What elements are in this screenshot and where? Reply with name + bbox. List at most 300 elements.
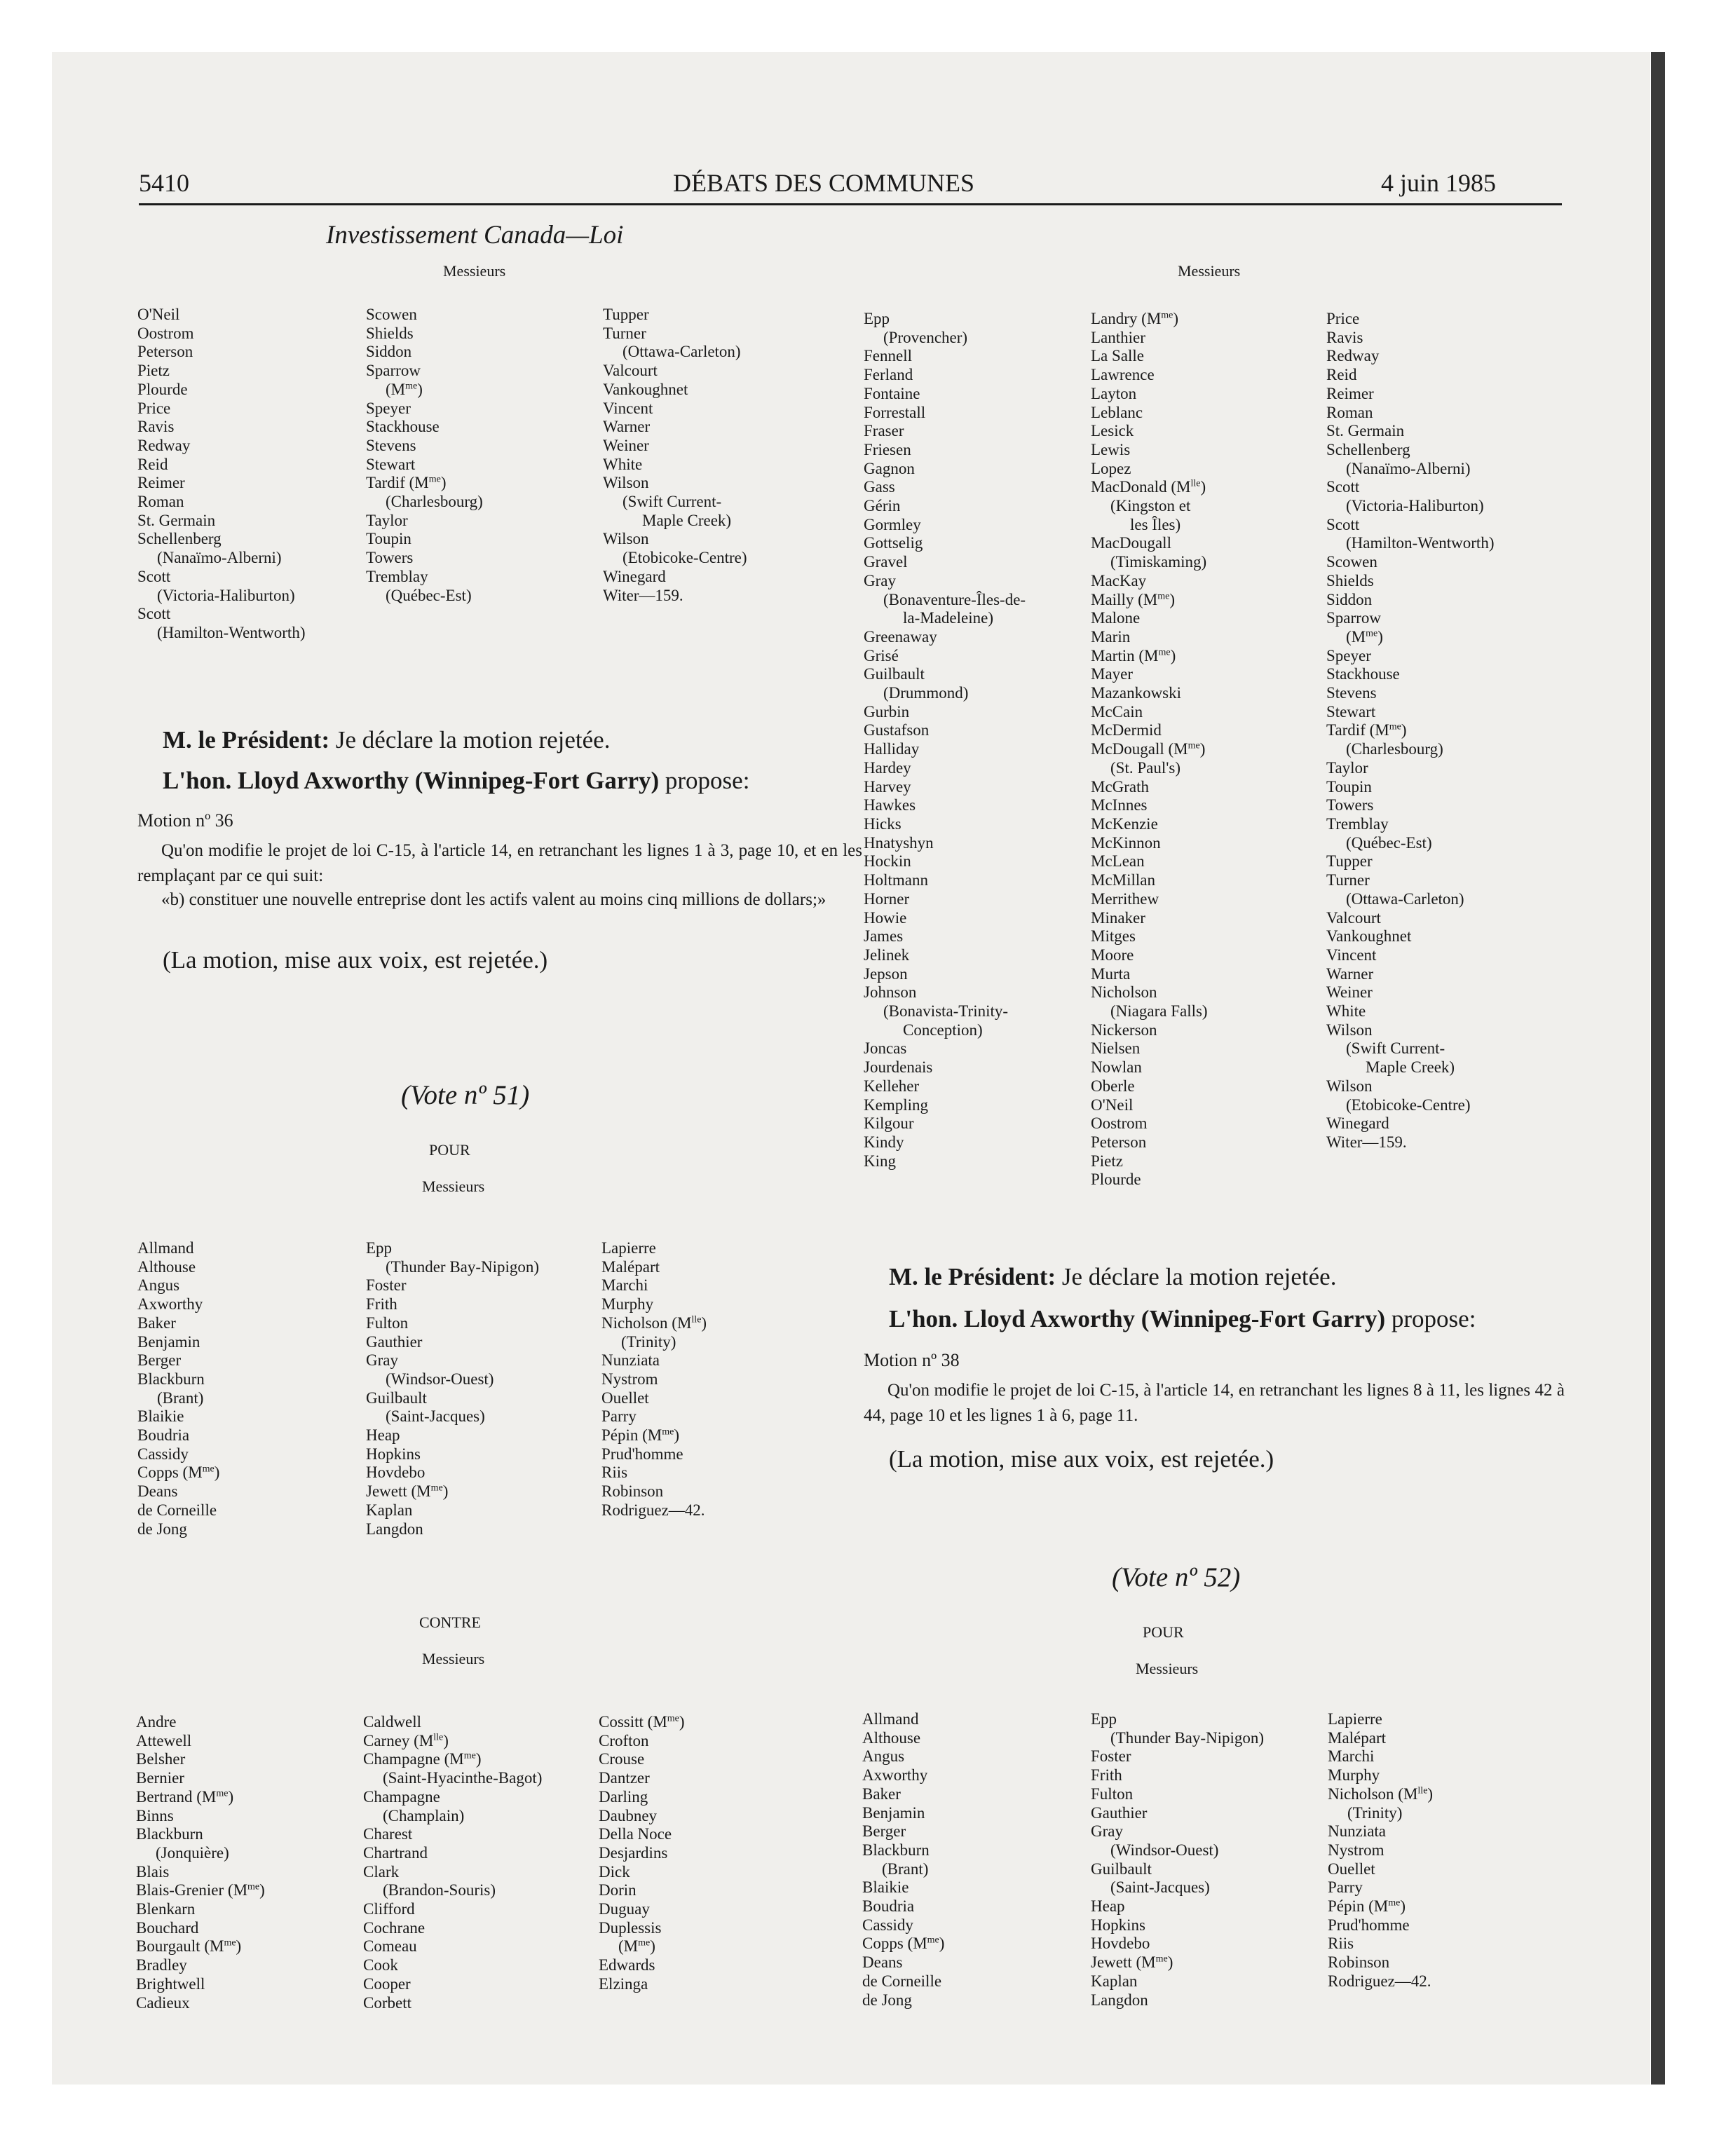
member-name: Warner (603, 418, 651, 436)
member-name: Horner (864, 889, 910, 908)
member-name: Winegard (1326, 1114, 1389, 1133)
member-name: la-Madeleine) (903, 609, 993, 627)
motion-text: Qu'on modifie le projet de loi C-15, à l'article 14, en retranchant les lignes 1 à 3, page 10, et en les remplaçant par ce qui suit: (137, 841, 862, 885)
member-name: Hardey (864, 758, 911, 777)
member-name: Cassidy (862, 1916, 913, 1934)
member-name: Rodriguez—42. (1328, 1972, 1431, 1990)
member-name: Murta (1091, 964, 1131, 983)
member-name: Warner (1326, 964, 1374, 983)
member-name: Mitges (1091, 927, 1136, 946)
member-name: Peterson (1091, 1133, 1147, 1151)
member-name: (Ottawa-Carleton) (1346, 889, 1464, 908)
member-name: James (864, 927, 904, 946)
member-name: Gray (864, 571, 896, 589)
member-name: Corbett (363, 1993, 411, 2012)
member-name: Witer—159. (603, 586, 683, 604)
member-name: Dorin (599, 1881, 637, 1899)
member-name: Wilson (1326, 1021, 1373, 1039)
member-name: Toupin (1326, 777, 1372, 796)
member-name: Axworthy (862, 1766, 928, 1785)
member-name: Lopez (1091, 459, 1131, 477)
member-name: (Charlesbourg) (386, 493, 483, 511)
member-name: Blais-Grenier $(M^{me})$ (136, 1881, 265, 1899)
name-list (363, 1713, 542, 2012)
member-name: Ravis (1326, 328, 1363, 346)
member-name: Shields (366, 324, 414, 342)
member-name: Parry (601, 1407, 637, 1426)
member-name: Berger (862, 1822, 906, 1841)
member-name: Epp (366, 1239, 393, 1257)
section-title: Investissement Canada—Loi (326, 221, 624, 250)
member-name: Roman (137, 493, 184, 511)
member-name: Tupper (603, 306, 649, 323)
member-name: Weiner (603, 436, 649, 454)
member-name: Plourde (1091, 1171, 1141, 1189)
name-list (862, 1710, 944, 2010)
member-name: Vincent (1326, 946, 1377, 964)
mover-label: L'hon. Lloyd Axworthy (Winnipeg-Fort Garry) (163, 767, 660, 794)
member-name: MacDonald $(M^{lle})$ (1091, 478, 1206, 496)
member-name: Kaplan (366, 1501, 413, 1519)
member-name: (St. Paul's) (1110, 758, 1181, 777)
member-name: Duplessis (599, 1918, 662, 1937)
member-name: Scott (1326, 478, 1360, 496)
member-name: Nicholson (1091, 983, 1157, 1002)
member-name: Gustafson (864, 721, 930, 739)
member-name: Siddon (366, 343, 412, 361)
member-name: (Québec-Est) (1346, 833, 1432, 852)
member-name: Gormley (864, 515, 921, 533)
member-name: Lapierre (1328, 1710, 1382, 1728)
member-name: (Brandon-Souris) (383, 1881, 496, 1899)
member-name: (Victoria-Haliburton) (1346, 497, 1484, 515)
member-name: Hawkes (864, 796, 916, 814)
member-name: Jourdenais (864, 1058, 933, 1077)
member-name: Redway (1326, 347, 1380, 365)
member-name: McKenzie (1091, 814, 1158, 833)
member-name: de Jong (862, 1991, 912, 2009)
member-name: Baker (137, 1314, 176, 1332)
member-name: O'Neil (1091, 1096, 1134, 1114)
member-name: Heap (1091, 1897, 1125, 1916)
member-name: Lanthier (1091, 328, 1145, 346)
member-name: Gray (366, 1351, 398, 1370)
member-name: Cooper (363, 1974, 411, 1993)
member-name: Conception) (903, 1021, 983, 1039)
member-name: Prud'homme (601, 1445, 683, 1463)
member-name: (Etobicoke-Centre) (1346, 1096, 1471, 1114)
member-name: Cochrane (363, 1918, 426, 1937)
member-name: Mazankowski (1091, 684, 1182, 702)
member-name: McDougall $(M^{me})$ (1091, 740, 1206, 758)
member-name: Blaikie (137, 1407, 184, 1426)
member-name: (Jonquière) (156, 1843, 229, 1862)
member-name: Copps $(M^{me})$ (862, 1935, 945, 1953)
member-name: de Corneille (862, 1972, 942, 1990)
member-name: Heap (366, 1426, 400, 1445)
member-name: Nystrom (601, 1370, 658, 1388)
speaker-line (889, 1263, 1336, 1291)
vote-title: (Vote nº 52) (1112, 1562, 1241, 1592)
member-name: Reimer (137, 474, 185, 492)
member-name: Reimer (1326, 384, 1374, 402)
member-name: Scowen (1326, 553, 1377, 571)
name-list (1091, 310, 1208, 1189)
member-name: $(M^{me})$ (386, 380, 423, 398)
member-name: Blais (136, 1862, 170, 1881)
member-name: King (864, 1152, 896, 1170)
member-name: Shields (1326, 571, 1374, 589)
speaker-text: Je déclare la motion rejetée. (335, 726, 611, 753)
name-list (603, 306, 747, 605)
member-name: de Jong (137, 1520, 187, 1538)
member-name: Mailly $(M^{me})$ (1091, 590, 1175, 608)
mover-text: propose: (665, 767, 750, 794)
member-name: MacKay (1091, 571, 1147, 589)
member-name: Oberle (1091, 1077, 1135, 1095)
member-name: O'Neil (137, 306, 180, 323)
member-name: Scott (1326, 515, 1360, 533)
member-name: Gass (864, 478, 895, 496)
member-name: Blackburn (862, 1841, 930, 1859)
member-name: (Hamilton-Wentworth) (1346, 534, 1495, 552)
member-name: (Drummond) (883, 684, 969, 702)
member-name: de Corneille (137, 1501, 217, 1519)
member-name: Schellenberg (137, 530, 222, 548)
member-name: Chartrand (363, 1843, 428, 1862)
member-name: Reid (137, 455, 168, 473)
member-name: Tupper (1326, 852, 1373, 871)
member-name: Fontaine (864, 384, 920, 402)
member-name: Tardif $(M^{me})$ (1326, 721, 1407, 739)
member-name: Malone (1091, 609, 1141, 627)
member-name: Grisé (864, 646, 899, 664)
member-name: Langdon (1091, 1991, 1148, 2009)
member-name: (Saint-Jacques) (386, 1407, 485, 1426)
member-name: Nystrom (1328, 1841, 1384, 1859)
member-name: (Saint-Hyacinthe-Bagot) (383, 1769, 543, 1787)
member-name: (Brant) (882, 1860, 929, 1878)
member-name: Foster (366, 1276, 407, 1295)
member-name: Ravis (137, 418, 175, 436)
member-name: Merrithew (1091, 889, 1159, 908)
member-name: Gray (1091, 1822, 1123, 1841)
member-name: Moore (1091, 946, 1134, 964)
member-name: Winegard (603, 567, 666, 585)
member-name: Valcourt (603, 362, 658, 380)
member-name: Marchi (601, 1276, 648, 1295)
member-name: Hovdebo (1091, 1935, 1150, 1953)
member-name: Berger (137, 1351, 182, 1370)
member-name: Bourgault $(M^{me})$ (136, 1937, 242, 1956)
member-name: (Swift Current- (1346, 1039, 1445, 1058)
member-name: Kempling (864, 1096, 928, 1114)
member-name: Foster (1091, 1747, 1131, 1766)
member-name: Lapierre (601, 1239, 656, 1257)
member-name: (Victoria-Haliburton) (157, 586, 295, 604)
member-name: Price (1326, 310, 1360, 327)
member-name: Blaikie (862, 1878, 909, 1897)
member-name: Elzinga (599, 1974, 648, 1993)
vote-title: (Vote nº 51) (401, 1080, 530, 1110)
member-name: Kelleher (864, 1077, 920, 1095)
member-name: Desjardins (599, 1843, 668, 1862)
member-name: Stewart (1326, 702, 1376, 721)
motion-label: Motion nº 36 (137, 810, 233, 831)
member-name: Greenaway (864, 627, 937, 646)
member-name: White (1326, 1002, 1366, 1021)
speaker-line (163, 726, 610, 754)
member-name: McLean (1091, 852, 1145, 871)
mover-label: L'hon. Lloyd Axworthy (Winnipeg-Fort Garry) (889, 1305, 1386, 1332)
member-name: Weiner (1326, 983, 1373, 1002)
member-name: (Bonavista-Trinity- (883, 1002, 1009, 1021)
member-name: Fulton (1091, 1785, 1134, 1803)
page-edge-shadow (1651, 52, 1665, 2085)
member-name: (Provencher) (883, 328, 968, 346)
member-name: Riis (601, 1464, 628, 1482)
member-name: Pépin $(M^{me})$ (601, 1426, 680, 1445)
member-name: Benjamin (137, 1332, 200, 1351)
member-name: Hopkins (1091, 1916, 1145, 1934)
member-name: les Îles) (1130, 515, 1181, 533)
member-name: (Thunder Bay-Nipigon) (386, 1257, 540, 1276)
member-name: Daubney (599, 1806, 658, 1824)
member-name: Redway (137, 436, 191, 454)
member-name: Brightwell (136, 1974, 205, 1993)
motion-label: Motion nº 38 (864, 1350, 960, 1370)
member-name: Nunziata (1328, 1822, 1387, 1841)
member-name: Althouse (862, 1728, 921, 1747)
member-name: Malépart (601, 1257, 660, 1276)
member-name: Leblanc (1091, 403, 1143, 421)
member-name: Copps $(M^{me})$ (137, 1464, 220, 1482)
member-name: (Trinity) (1347, 1803, 1403, 1822)
pour-label: POUR (429, 1141, 470, 1159)
member-name: Crofton (599, 1731, 649, 1749)
member-name: Vincent (603, 399, 653, 417)
member-name: Clark (363, 1862, 400, 1881)
member-name: Gurbin (864, 702, 910, 721)
member-name: Cassidy (137, 1445, 189, 1463)
member-name: Malépart (1328, 1728, 1387, 1747)
member-name: Frith (366, 1295, 397, 1314)
member-name: Bertrand $(M^{me})$ (136, 1787, 234, 1806)
member-name: Darling (599, 1787, 648, 1806)
member-name: Jepson (864, 964, 908, 983)
member-name: McCain (1091, 702, 1143, 721)
speaker-label: M. le Président: (889, 1263, 1056, 1290)
member-name: Parry (1328, 1878, 1363, 1897)
member-name: Schellenberg (1326, 440, 1410, 458)
member-name: Caldwell (363, 1713, 422, 1731)
member-name: Pietz (1091, 1152, 1123, 1170)
member-name: Maple Creek) (1366, 1058, 1455, 1077)
member-name: Gérin (864, 497, 901, 515)
member-name: Hopkins (366, 1445, 421, 1463)
member-name: $(M^{me})$ (618, 1937, 655, 1956)
member-name: Pietz (137, 362, 170, 380)
pour-label: POUR (1143, 1623, 1184, 1641)
member-name: Vankoughnet (603, 380, 688, 398)
motion-result: (La motion, mise aux voix, est rejetée.) (889, 1445, 1274, 1473)
member-name: Layton (1091, 384, 1137, 402)
member-name: Della Noce (599, 1825, 672, 1843)
member-name: Turner (1326, 871, 1370, 889)
member-name: Wilson (603, 530, 649, 548)
member-name: Kaplan (1091, 1972, 1138, 1990)
member-name: Rodriguez—42. (601, 1501, 705, 1519)
member-name: Price (137, 399, 171, 417)
name-list (1326, 310, 1494, 1152)
member-name: Bradley (136, 1956, 187, 1974)
member-name: Ouellet (601, 1389, 649, 1407)
member-name: Harvey (864, 777, 911, 796)
member-name: Siddon (1326, 590, 1373, 608)
member-name: Andre (136, 1713, 177, 1731)
member-name: Robinson (1328, 1953, 1390, 1972)
member-name: Martin $(M^{me})$ (1091, 646, 1176, 664)
name-list (136, 1713, 265, 2012)
member-name: (Timiskaming) (1110, 553, 1207, 571)
member-name: Guilbault (1091, 1860, 1152, 1878)
member-name: Towers (1326, 796, 1374, 814)
member-name: Axworthy (137, 1295, 203, 1314)
mover-line (889, 1305, 1476, 1333)
member-name: (Thunder Bay-Nipigon) (1110, 1728, 1265, 1747)
member-name: Roman (1326, 403, 1373, 421)
name-list (864, 310, 1026, 1171)
member-name: Robinson (601, 1482, 664, 1501)
member-name: Cossitt $(M^{me})$ (599, 1713, 685, 1731)
member-name: Pépin $(M^{me})$ (1328, 1897, 1406, 1916)
member-name: Mayer (1091, 665, 1134, 683)
member-name: Gravel (864, 553, 908, 571)
member-name: Vankoughnet (1326, 927, 1412, 946)
speaker-text: Je déclare la motion rejetée. (1061, 1263, 1337, 1290)
member-name: Dick (599, 1862, 630, 1881)
member-name: Clifford (363, 1900, 415, 1918)
member-name: Valcourt (1326, 908, 1381, 927)
member-name: MacDougall (1091, 534, 1171, 552)
member-name: Allmand (137, 1239, 194, 1257)
speaker-label: M. le Président: (163, 726, 330, 753)
name-list (137, 306, 305, 643)
name-list (599, 1713, 685, 1994)
member-name: (Nanaïmo-Alberni) (1346, 459, 1471, 477)
member-name: Crouse (599, 1750, 645, 1768)
member-name: Hnatyshyn (864, 833, 934, 852)
member-name: Prud'homme (1328, 1916, 1410, 1934)
member-name: Turner (603, 324, 646, 342)
member-name: $(M^{me})$ (1346, 627, 1383, 646)
contre-messieurs-label: Messieurs (422, 1650, 485, 1667)
member-name: Cook (363, 1956, 398, 1974)
member-name: Blackburn (137, 1370, 205, 1388)
member-name: Lawrence (1091, 366, 1155, 384)
member-name: Allmand (862, 1710, 919, 1728)
member-name: Tardif $(M^{me})$ (366, 474, 447, 492)
member-name: Baker (862, 1785, 901, 1803)
member-name: McInnes (1091, 796, 1148, 814)
member-name: Toupin (366, 530, 411, 548)
member-name: (Nanaïmo-Alberni) (157, 549, 282, 567)
name-list (366, 306, 483, 605)
member-name: Marchi (1328, 1747, 1375, 1766)
member-name: Howie (864, 908, 907, 927)
member-name: Guilbault (366, 1389, 427, 1407)
member-name: Stewart (366, 455, 416, 473)
member-name: Reid (1326, 366, 1357, 384)
member-name: Landry $(M^{me})$ (1091, 310, 1179, 327)
mover-line (163, 767, 749, 795)
member-name: Speyer (1326, 646, 1371, 664)
page-number: 5410 (139, 169, 189, 197)
member-name: Boudria (137, 1426, 190, 1445)
member-name: (Saint-Jacques) (1110, 1878, 1210, 1897)
page-date: 4 juin 1985 (1381, 169, 1497, 197)
member-name: Carney $(M^{lle})$ (363, 1731, 449, 1749)
member-name: (Kingston et (1110, 497, 1191, 515)
member-name: Belsher (136, 1750, 186, 1768)
member-name: Murphy (601, 1295, 654, 1314)
member-name: Halliday (864, 740, 920, 758)
member-name: (Hamilton-Wentworth) (157, 623, 306, 641)
member-name: Binns (136, 1806, 174, 1824)
member-name: Nicholson $(M^{lle})$ (1328, 1785, 1434, 1803)
member-name: Tremblay (366, 567, 428, 585)
publication-title: DÉBATS DES COMMUNES (673, 169, 975, 197)
member-name: Friesen (864, 440, 911, 458)
member-name: Riis (1328, 1935, 1354, 1953)
member-name: Boudria (862, 1897, 915, 1916)
member-name: Holtmann (864, 871, 928, 889)
member-name: (Brant) (157, 1389, 204, 1407)
member-name: Joncas (864, 1039, 907, 1058)
member-name: Champagne $(M^{me})$ (363, 1750, 482, 1768)
member-name: Dantzer (599, 1769, 650, 1787)
member-name: Jewett $(M^{me})$ (1091, 1953, 1173, 1972)
name-list (137, 1239, 219, 1538)
member-name: St. Germain (1326, 422, 1405, 440)
member-name: Edwards (599, 1956, 655, 1974)
member-name: Bouchard (136, 1918, 199, 1937)
member-name: Gauthier (1091, 1803, 1148, 1822)
member-name: Angus (862, 1747, 905, 1766)
member-name: Minaker (1091, 908, 1145, 927)
member-name: Speyer (366, 399, 411, 417)
motion-text: Qu'on modifie le projet de loi C-15, à l'article 14, en retranchant les lignes 8 à 11, les lignes 42 à 44, page 10 et les lignes 1 à 6, page 11. (864, 1381, 1565, 1425)
header-rule (139, 203, 1562, 205)
member-name: Scott (137, 567, 171, 585)
member-name: Nunziata (601, 1351, 660, 1370)
mover-text: propose: (1391, 1305, 1476, 1332)
member-name: Tremblay (1326, 814, 1389, 833)
member-name: Guilbault (864, 665, 925, 683)
member-name: Frith (1091, 1766, 1122, 1785)
member-name: Fennell (864, 347, 912, 365)
member-name: Althouse (137, 1257, 196, 1276)
pour-messieurs-label: Messieurs (1136, 1660, 1199, 1677)
name-list (366, 1239, 539, 1538)
member-name: Kindy (864, 1133, 904, 1151)
member-name: Lesick (1091, 422, 1134, 440)
member-name: Fulton (366, 1314, 409, 1332)
member-name: White (603, 455, 643, 473)
member-name: Deans (862, 1953, 903, 1972)
member-name: Ferland (864, 366, 913, 384)
member-name: McMillan (1091, 871, 1155, 889)
